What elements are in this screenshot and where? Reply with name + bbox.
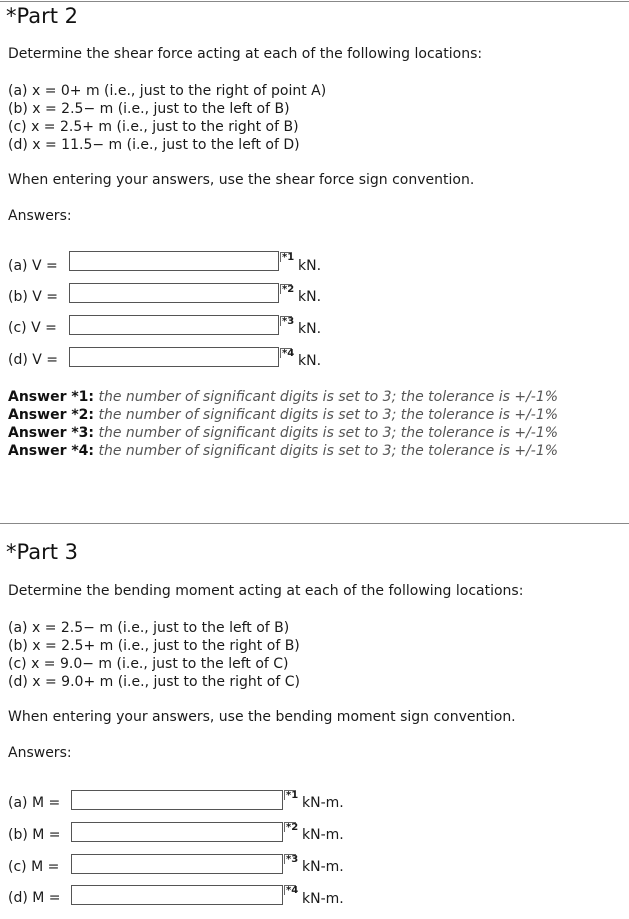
shear-c-unit: kN.	[298, 321, 322, 337]
part3-answers-label: Answers:	[8, 745, 72, 761]
shear-d-flag: *4	[282, 348, 295, 359]
location-item: (b) x = 2.5− m (i.e., just to the left of B)	[8, 101, 290, 117]
moment-a-label: (a) M =	[8, 795, 61, 811]
moment-b-unit: kN-m.	[302, 827, 344, 843]
location-item: (b) x = 2.5+ m (i.e., just to the right of B)	[8, 638, 300, 654]
moment-b-input[interactable]	[71, 822, 283, 842]
moment-c-label: (c) M =	[8, 859, 60, 875]
shear-b-label: (b) V =	[8, 289, 59, 305]
shear-c-label: (c) V =	[8, 320, 57, 336]
shear-c-input[interactable]	[69, 315, 279, 335]
moment-d-input[interactable]	[71, 885, 283, 905]
moment-a-flag: *1	[286, 790, 299, 801]
part2-title: *Part 2	[6, 4, 78, 28]
moment-a-unit: kN-m.	[302, 795, 344, 811]
answer-note: Answer *3: the number of significant digits is set to 3; the tolerance is +/-1%	[8, 425, 559, 441]
shear-b-input[interactable]	[69, 283, 279, 303]
shear-d-input[interactable]	[69, 347, 279, 367]
part3-locations	[8, 619, 300, 691]
shear-a-unit: kN.	[298, 258, 322, 274]
part2-answers-label: Answers:	[8, 208, 72, 224]
shear-a-input[interactable]	[69, 251, 279, 271]
shear-b-flag: *2	[282, 284, 295, 295]
moment-c-flag: *3	[286, 854, 299, 865]
answer-notes	[8, 388, 558, 460]
shear-a-label: (a) V =	[8, 258, 58, 274]
moment-b-flag: *2	[286, 822, 299, 833]
part2-locations	[8, 82, 326, 154]
top-divider	[0, 1, 629, 2]
shear-b-unit: kN.	[298, 289, 322, 305]
moment-d-label: (d) M =	[8, 890, 61, 906]
location-item: (c) x = 2.5+ m (i.e., just to the right of B)	[8, 119, 299, 135]
location-item: (c) x = 9.0− m (i.e., just to the left of C)	[8, 656, 289, 672]
part2-convention: When entering your answers, use the shear force sign convention.	[8, 172, 475, 188]
part2-prompt: Determine the shear force acting at each of the following locations:	[8, 46, 483, 62]
part3-prompt: Determine the bending moment acting at each of the following locations:	[8, 583, 524, 599]
shear-c-flag: *3	[282, 316, 295, 327]
answer-note: Answer *1: the number of significant digits is set to 3; the tolerance is +/-1%	[8, 389, 559, 405]
moment-a-input[interactable]	[71, 790, 283, 810]
shear-d-label: (d) V =	[8, 352, 59, 368]
part3-divider	[0, 523, 629, 524]
moment-c-input[interactable]	[71, 854, 283, 874]
location-item: (a) x = 2.5− m (i.e., just to the left of B)	[8, 620, 290, 636]
shear-a-flag: *1	[282, 252, 295, 263]
moment-b-label: (b) M =	[8, 827, 61, 843]
shear-d-unit: kN.	[298, 353, 322, 369]
location-item: (d) x = 9.0+ m (i.e., just to the right of C)	[8, 674, 300, 690]
moment-d-flag: *4	[286, 885, 299, 896]
part3-title: *Part 3	[6, 540, 78, 564]
part3-convention: When entering your answers, use the bending moment sign convention.	[8, 709, 516, 725]
answer-note: Answer *2: the number of significant digits is set to 3; the tolerance is +/-1%	[8, 407, 559, 423]
answer-note: Answer *4: the number of significant digits is set to 3; the tolerance is +/-1%	[8, 443, 559, 459]
location-item: (d) x = 11.5− m (i.e., just to the left of D)	[8, 137, 300, 153]
moment-d-unit: kN-m.	[302, 891, 344, 907]
moment-c-unit: kN-m.	[302, 859, 344, 875]
location-item: (a) x = 0+ m (i.e., just to the right of point A)	[8, 83, 327, 99]
